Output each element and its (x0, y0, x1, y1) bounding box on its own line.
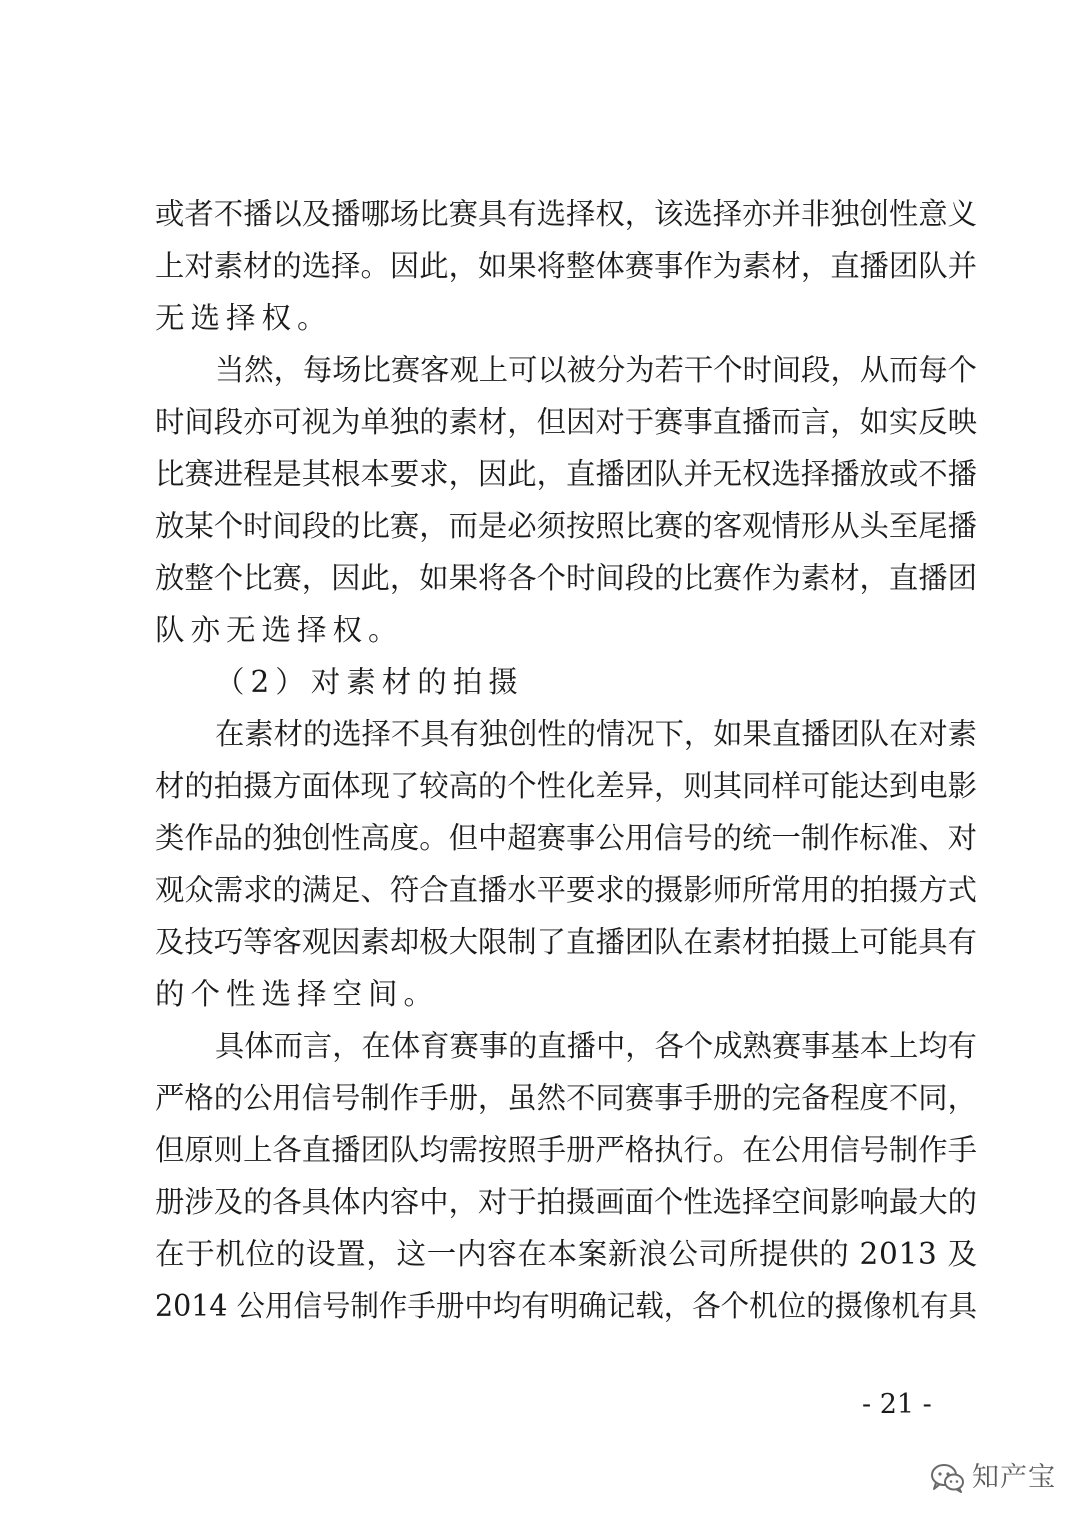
text-line: 上对素材的选择。因此，如果将整体赛事作为素材，直播团队并 (155, 249, 977, 283)
text-line: 类作品的独创性高度。但中超赛事公用信号的统一制作标准、对 (155, 821, 977, 855)
text-line: 但原则上各直播团队均需按照手册严格执行。在公用信号制作手 (155, 1133, 977, 1167)
text-line: 严格的公用信号制作手册，虽然不同赛事手册的完备程度不同， (155, 1081, 977, 1115)
text-line: 或者不播以及播哪场比赛具有选择权，该选择亦并非独创性意义 (155, 197, 977, 231)
text-line: 放某个时间段的比赛，而是必须按照比赛的客观情形从头至尾播 (155, 509, 977, 543)
paragraph-first-line: 当然，每场比赛客观上可以被分为若干个时间段，从而每个 (215, 353, 977, 387)
text-line: 无选择权。 (155, 301, 333, 335)
text-line: 的个性选择空间。 (155, 977, 440, 1011)
section-heading: （2）对素材的拍摄 (215, 665, 524, 699)
text-line: 2014 公用信号制作手册中均有明确记载，各个机位的摄像机有具 (155, 1289, 977, 1323)
paragraph-first-line: 具体而言，在体育赛事的直播中，各个成熟赛事基本上均有 (215, 1029, 977, 1063)
watermark-text: 知产宝 (972, 1462, 1056, 1493)
text-line: 册涉及的各具体内容中，对于拍摄画面个性选择空间影响最大的 (155, 1185, 977, 1219)
text-line: 比赛进程是其根本要求，因此，直播团队并无权选择播放或不播 (155, 457, 977, 491)
text-line: 材的拍摄方面体现了较高的个性化差异，则其同样可能达到电影 (155, 769, 977, 803)
text-line: 队亦无选择权。 (155, 613, 404, 647)
text-line: 时间段亦可视为单独的素材，但因对于赛事直播而言，如实反映 (155, 405, 977, 439)
page-number: - 21 - (862, 1389, 932, 1420)
text-line: 在于机位的设置，这一内容在本案新浪公司所提供的 2013 及 (155, 1237, 978, 1271)
text-line: 观众需求的满足、符合直播水平要求的摄影师所常用的拍摄方式 (155, 873, 977, 907)
paragraph-first-line: 在素材的选择不具有独创性的情况下，如果直播团队在对素 (215, 717, 977, 751)
text-line: 放整个比赛，因此，如果将各个时间段的比赛作为素材，直播团 (155, 561, 977, 595)
wechat-icon (930, 1463, 966, 1493)
text-line: 及技巧等客观因素却极大限制了直播团队在素材拍摄上可能具有 (155, 925, 977, 959)
watermark (930, 1458, 1056, 1498)
